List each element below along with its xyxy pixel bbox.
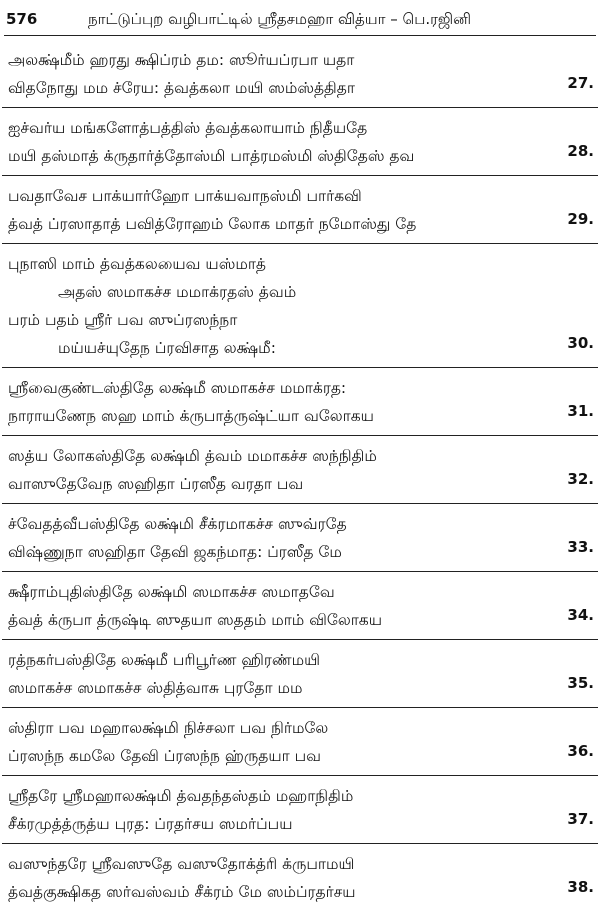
verse-29 (2, 176, 598, 244)
verse-line: புநாஸி மாம் த்வத்கலயைவ யஸ்மாத் (8, 255, 267, 273)
verse-line: ஸ்ரீவைகுண்டஸ்திதே லக்ஷ்மீ ஸமாகச்ச மமாக்ரத: (8, 379, 347, 397)
verse-line: ச்வேதத்வீபஸ்திதே லக்ஷ்மி சீக்ரமாகச்ச ஸுவ்ரதே (8, 515, 347, 533)
verse-number: 38. (567, 878, 594, 896)
verse-35 (2, 640, 598, 708)
verse-31 (2, 368, 598, 436)
verse-line: க்ஷீராம்புதிஸ்திதே லக்ஷ்மி ஸமாகச்ச ஸமாதவே (8, 583, 335, 601)
verse-line: ஸமாகச்ச ஸமாகச்ச ஸ்தித்வாசு புரதோ மம (8, 679, 303, 697)
verse-number: 37. (567, 810, 594, 828)
verse-38 (2, 844, 598, 912)
running-title: நாட்டுப்புற வழிபாட்டில் ஸ்ரீதசமஹா வித்யா – பெ.ரஜினி (88, 10, 472, 28)
verse-33 (2, 504, 598, 572)
verse-number: 31. (567, 402, 594, 420)
verse-number: 36. (567, 742, 594, 760)
verse-number: 35. (567, 674, 594, 692)
verse-line: ஸத்ய லோகஸ்திதே லக்ஷ்மி த்வம் மமாகச்ச ஸந்நிதிம் (8, 447, 377, 465)
verse-32 (2, 436, 598, 504)
verse-number: 28. (567, 142, 594, 160)
verse-36 (2, 708, 598, 776)
verse-line: மயி தஸ்மாத் க்ருதார்த்தோஸ்மி பாத்ரமஸ்மி ஸ்திதேஸ் தவ (8, 147, 415, 165)
verse-line: அலக்ஷ்மீம் ஹரது க்ஷிப்ரம் தம: ஸூர்யப்ரபா யதா (8, 51, 355, 69)
verse-number: 34. (567, 606, 594, 624)
verse-line: மய்யச்யுதேந ப்ரவிசாத லக்ஷ்மீ: (58, 339, 276, 357)
verse-line: ஐச்வர்ய மங்களோத்பத்திஸ் த்வத்கலாயாம் நிதீயதே (8, 119, 368, 137)
verse-line: த்வத்குக்ஷிகத ஸர்வஸ்வம் சீக்ரம் மே ஸம்ப்ரதர்சய (8, 883, 356, 901)
verse-line: ரத்நகர்பஸ்திதே லக்ஷ்மீ பரிபூர்ண ஹிரண்மயி (8, 651, 320, 669)
page-number: 576 (6, 10, 38, 28)
verse-30 (2, 244, 598, 368)
verse-number: 27. (567, 74, 594, 92)
verse-line: சீக்ரமுத்த்ருத்ய புரத: ப்ரதர்சய ஸமர்ப்பய (8, 815, 293, 833)
verse-34 (2, 572, 598, 640)
verse-line: த்வத் க்ருபா த்ருஷ்டி ஸுதயா ஸததம் மாம் விலோகய (8, 611, 382, 629)
verse-37 (2, 776, 598, 844)
header-divider (4, 35, 596, 36)
verse-number: 32. (567, 470, 594, 488)
verse-line: நாராயணேந ஸஹ மாம் க்ருபாத்ருஷ்ட்யா வலோகய (8, 407, 374, 425)
verse-line: பரம் பதம் ஸ்ரீர் பவ ஸுப்ரஸந்நா (8, 311, 238, 329)
page-header (0, 0, 600, 36)
verse-27 (2, 40, 598, 108)
verse-line: பவதாவேச பாக்யார்ஹோ பாக்யவாநஸ்மி பார்கவி (8, 187, 362, 205)
verse-list (0, 40, 600, 912)
verse-line: விஷ்ணுநா ஸஹிதா தேவி ஜகந்மாத: ப்ரஸீத மே (8, 543, 342, 561)
verse-28 (2, 108, 598, 176)
verse-line: த்வத் ப்ரஸாதாத் பவித்ரோஹம் லோக மாதர் நமோஸ்து தே (8, 215, 417, 233)
verse-number: 29. (567, 210, 594, 228)
verse-line: வஸுந்தரே ஸ்ரீவஸுதே வஸுதோக்த்ரி க்ருபாமயி (8, 855, 355, 873)
verse-line: அதஸ் ஸமாகச்ச மமாக்ரதஸ் த்வம் (58, 283, 297, 301)
verse-line: ப்ரஸந்ந கமலே தேவி ப்ரஸந்ந ஹ்ருதயா பவ (8, 747, 322, 765)
verse-line: வாஸுதேவேந ஸஹிதா ப்ரஸீத வரதா பவ (8, 475, 304, 493)
verse-line: ஸ்திரா பவ மஹாலக்ஷ்மி நிச்சலா பவ நிர்மலே (8, 719, 329, 737)
verse-line: விதநோது மம ச்ரேய: த்வத்கலா மயி ஸம்ஸ்த்திதா (8, 79, 355, 97)
verse-line: ஸ்ரீதரே ஸ்ரீமஹாலக்ஷ்மி த்வதந்தஸ்தம் மஹாநிதிம் (8, 787, 354, 805)
verse-number: 30. (567, 334, 594, 352)
verse-number: 33. (567, 538, 594, 556)
